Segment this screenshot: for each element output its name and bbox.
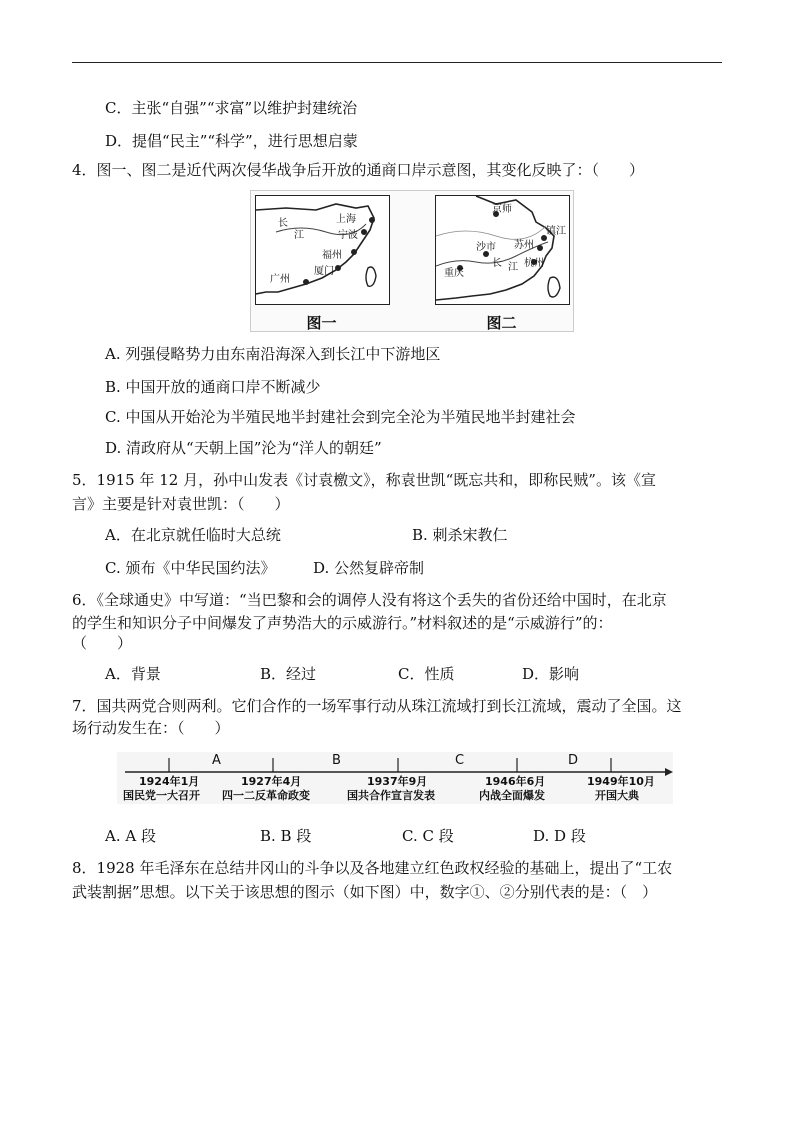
map-1-label: 长 <box>278 218 288 229</box>
map-1-caption: 图一 <box>306 314 337 332</box>
q7-option-c[interactable]: C. C 段 <box>402 827 454 845</box>
q6-stem-line-3: （ ） <box>72 634 133 652</box>
timeline-event: 国共合作宣言发表 <box>347 789 435 802</box>
timeline-event: 四一二反革命政变 <box>222 789 310 802</box>
map-1-label: 福州 <box>322 250 342 261</box>
q6-stem-line-1: 6．《全球通史》中写道：“当巴黎和会的调停人没有将这个丢失的省份还给中国时，在北京 <box>72 591 667 609</box>
timeline-segment-a: A <box>212 753 221 768</box>
q3-option-c[interactable]: C．主张“自强”“求富”以维护封建统治 <box>105 99 358 117</box>
map-1-label: 江 <box>294 230 304 241</box>
timeline-event: 国民党一大召开 <box>123 789 200 802</box>
q5-option-d[interactable]: D. 公然复辟帝制 <box>313 559 425 577</box>
q5-option-c[interactable]: C. 颁布《中华民国约法》 <box>105 559 276 577</box>
q5-option-b[interactable]: B. 刺杀宋教仁 <box>412 526 508 544</box>
q7-option-b[interactable]: B. B 段 <box>260 827 312 845</box>
map-1 <box>255 195 390 305</box>
timeline-date: 1937年9月 <box>367 775 428 788</box>
timeline-event: 内战全面爆发 <box>479 789 545 802</box>
q3-option-d[interactable]: D．提倡“民主”“科学”，进行思想启蒙 <box>105 132 358 150</box>
q8-stem-line-1: 8．1928 年毛泽东在总结井冈山的斗争以及各地建立红色政权经验的基础上，提出了“工农 <box>72 859 673 877</box>
q5-option-a[interactable]: A．在北京就任临时大总统 <box>105 526 281 544</box>
q4-map-figure <box>250 190 574 332</box>
q6-option-b[interactable]: B．经过 <box>260 665 317 683</box>
map-2-label: 京师 <box>492 204 512 215</box>
map-2-label: 沙市 <box>476 242 496 253</box>
q6-option-a[interactable]: A．背景 <box>105 665 161 683</box>
q7-option-d[interactable]: D. D 段 <box>533 827 586 845</box>
timeline-date: 1927年4月 <box>241 775 302 788</box>
q7-stem-line-1: 7．国共两党合则两利。它们合作的一场军事行动从珠江流域打到长江流域，震动了全国。这 <box>72 697 682 715</box>
q4-option-a[interactable]: A. 列强侵略势力由东南沿海深入到长江中下游地区 <box>105 345 441 363</box>
q6-stem-line-2: 的学生和知识分子中间爆发了声势浩大的示威游行。”材料叙述的是“示威游行”的： <box>72 614 613 632</box>
map-1-label: 上海 <box>336 214 356 225</box>
q7-stem-line-2: 场行动发生在：（ ） <box>72 719 230 737</box>
timeline-date: 1946年6月 <box>485 775 546 788</box>
q5-stem-line-1: 5．1915 年 12 月，孙中山发表《讨袁檄文》，称袁世凯“既忘共和，即称民贼”。该《宣 <box>72 471 656 489</box>
q8-stem-line-2: 武装割据”思想。以下关于该思想的图示（如下图）中，数字①、②分别代表的是：（ ） <box>72 883 658 901</box>
q5-stem-line-2: 言》主要是针对袁世凯：（ ） <box>72 495 290 513</box>
map-2-label: 江 <box>508 262 518 273</box>
map-2-caption: 图二 <box>486 314 517 332</box>
map-1-label: 广州 <box>270 274 290 285</box>
q6-option-c[interactable]: C．性质 <box>398 665 455 683</box>
map-1-label: 宁波 <box>338 230 358 241</box>
map-2-label: 镇江 <box>546 226 566 237</box>
header-rule <box>72 62 722 63</box>
timeline-date: 1924年1月 <box>139 775 200 788</box>
q7-timeline <box>117 752 673 804</box>
map-2-label: 长 <box>492 258 502 269</box>
timeline-date: 1949年10月 <box>587 775 655 788</box>
timeline-event: 开国大典 <box>595 789 639 802</box>
map-2-label: 苏州 <box>514 240 534 251</box>
q4-option-c[interactable]: C. 中国从开始沦为半殖民地半封建社会到完全沦为半殖民地半封建社会 <box>105 408 576 426</box>
map-1-label: 厦门 <box>314 266 334 277</box>
map-2-label: 杭州 <box>524 258 544 269</box>
q7-option-a[interactable]: A. A 段 <box>105 827 156 845</box>
map-2-label: 重庆 <box>444 268 464 279</box>
q4-option-d[interactable]: D. 清政府从“天朝上国”沦为“洋人的朝廷” <box>105 439 382 457</box>
map-2 <box>435 195 570 305</box>
timeline-segment-c: C <box>455 753 465 768</box>
timeline-segment-d: D <box>568 753 579 768</box>
q6-option-d[interactable]: D．影响 <box>522 665 580 683</box>
timeline-segment-b: B <box>332 753 341 768</box>
q4-option-b[interactable]: B. 中国开放的通商口岸不断减少 <box>105 378 321 396</box>
q4-stem: 4．图一、图二是近代两次侵华战争后开放的通商口岸示意图，其变化反映了：（ ） <box>72 161 645 179</box>
